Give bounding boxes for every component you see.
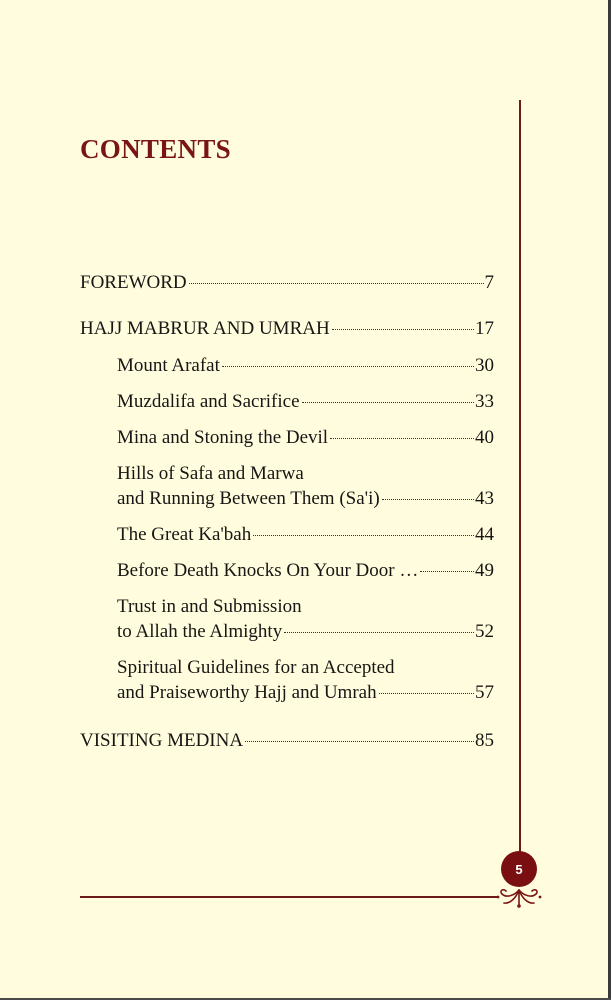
toc-entry-spiritual-line1[interactable]: Spiritual Guidelines for an Accepted — [117, 657, 395, 678]
toc-page-number: 30 — [475, 355, 494, 376]
toc-page-number: 49 — [475, 560, 494, 581]
dot-leader — [302, 402, 474, 403]
toc-entry-arafat[interactable] — [117, 354, 494, 378]
toc-entry-medina[interactable] — [80, 729, 494, 753]
toc-entry-hajj[interactable] — [80, 317, 494, 341]
page-number-badge: 5 — [501, 851, 537, 887]
toc-page-number: 52 — [475, 621, 494, 642]
dot-leader — [189, 283, 484, 284]
dot-leader — [222, 366, 474, 367]
toc-page-number: 17 — [475, 318, 494, 339]
toc-entry-safa[interactable] — [117, 487, 494, 511]
toc-entry-title: Muzdalifa and Sacrifice — [117, 391, 300, 412]
toc-entry-title: and Running Between Them (Sa'i) — [117, 488, 380, 509]
toc-entry-foreword[interactable] — [80, 271, 494, 295]
toc-page-number: 57 — [475, 682, 494, 703]
toc-entry-title: HAJJ MABRUR AND UMRAH — [80, 318, 330, 339]
toc-entry-title: to Allah the Almighty — [117, 621, 283, 642]
toc-entry-death[interactable] — [117, 559, 494, 583]
toc-entry-safa-line1[interactable]: Hills of Safa and Marwa — [117, 463, 304, 484]
toc-entry-title: and Praiseworthy Hajj and Umrah — [117, 682, 377, 703]
dot-leader — [330, 438, 474, 439]
page-title: CONTENTS — [80, 134, 231, 164]
dot-leader — [253, 535, 474, 536]
toc-page-number: 44 — [475, 524, 494, 545]
toc-page-number: 43 — [475, 488, 494, 509]
dot-leader — [382, 499, 474, 500]
toc-entry-title: The Great Ka'bah — [117, 524, 252, 545]
toc-entry-spiritual[interactable] — [117, 681, 494, 705]
toc-entry-title: VISITING MEDINA — [80, 730, 244, 751]
toc-page-number: 33 — [475, 391, 494, 412]
toc-page-number: 85 — [475, 730, 494, 751]
toc-entry-mina[interactable] — [117, 426, 494, 450]
toc-page-number: 7 — [484, 272, 494, 293]
toc-entry-title: Mina and Stoning the Devil — [117, 427, 329, 448]
dot-leader — [284, 632, 474, 633]
toc-entry-muzdalifa[interactable] — [117, 390, 494, 414]
toc-entry-title: Mount Arafat — [117, 355, 220, 376]
toc-entry-title: FOREWORD — [80, 272, 187, 293]
dot-leader — [420, 571, 474, 572]
toc-entry-kabah[interactable] — [117, 523, 494, 547]
dot-leader — [379, 693, 474, 694]
toc-entry-trust-line1[interactable]: Trust in and Submission — [117, 596, 302, 617]
toc-entry-trust[interactable] — [117, 620, 494, 644]
toc-page-number: 40 — [475, 427, 494, 448]
flourish-ornament-icon — [494, 884, 544, 910]
toc-entry-title: Before Death Knocks On Your Door … — [117, 560, 419, 581]
dot-leader — [245, 741, 474, 742]
dot-leader — [332, 329, 474, 330]
